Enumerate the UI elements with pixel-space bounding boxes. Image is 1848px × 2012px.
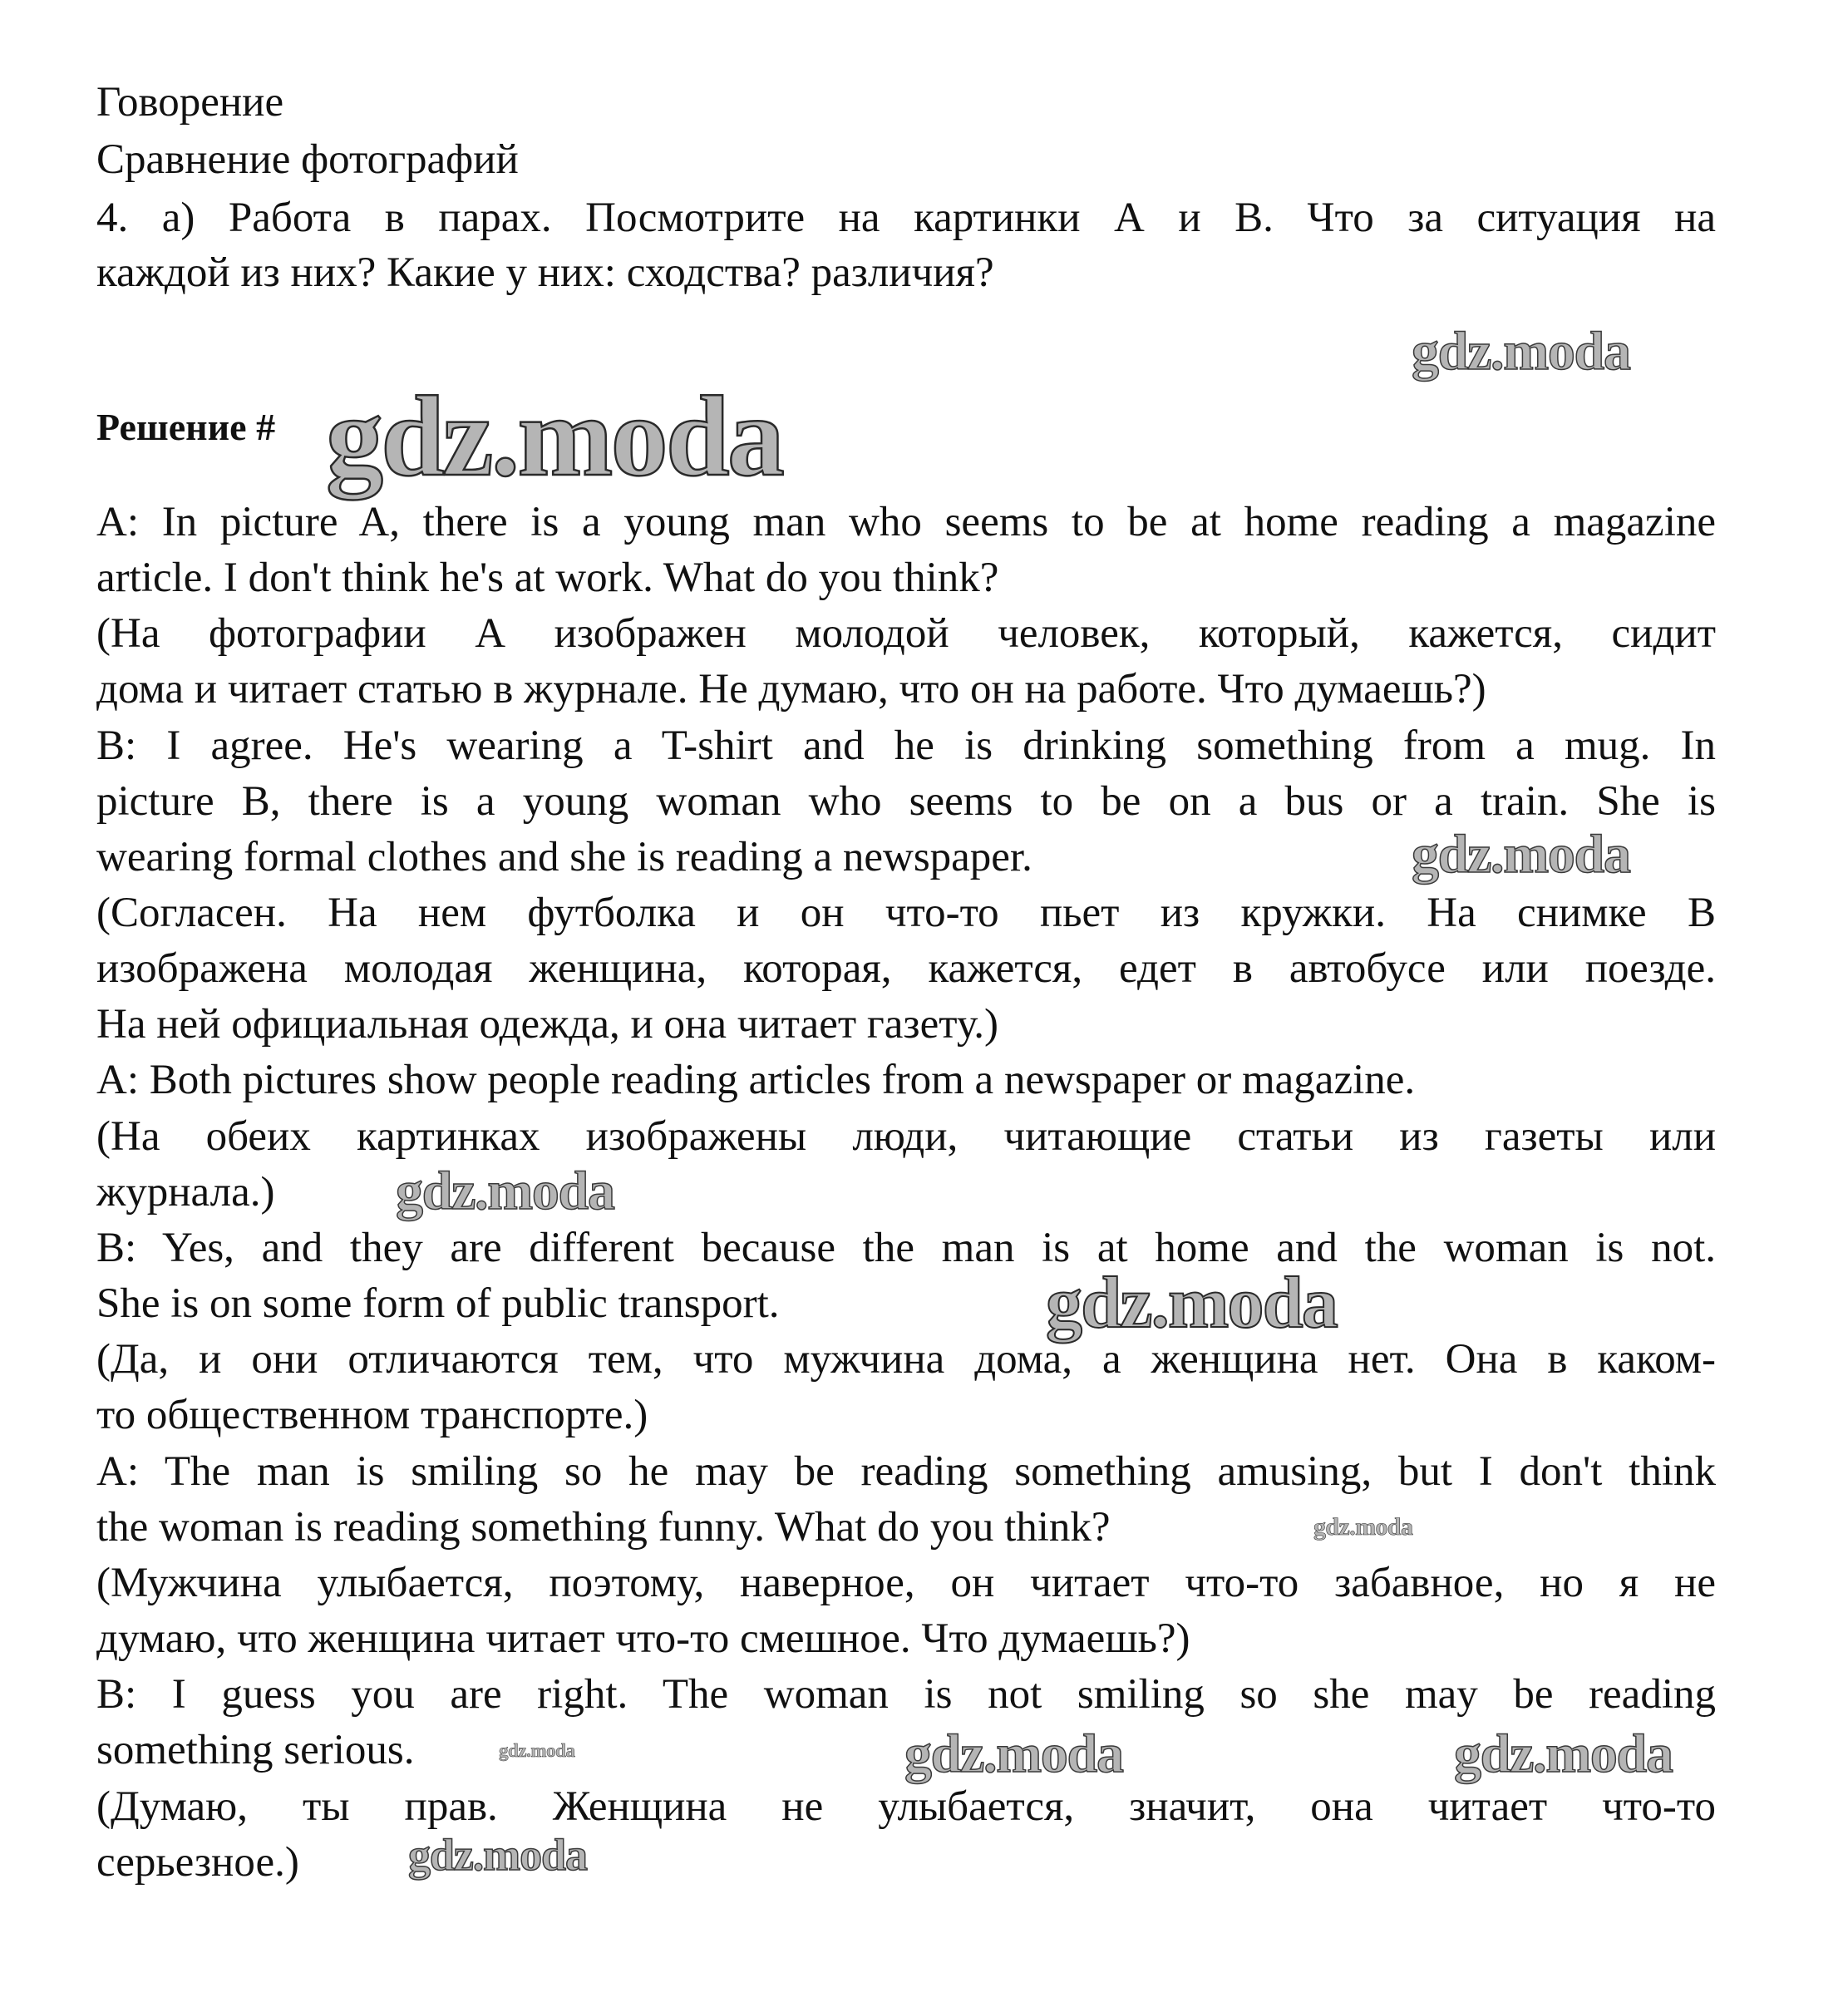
dialogue-line: B: I agree. He's wearing a T-shirt and he is drinking something from a mug. In bbox=[96, 722, 1716, 769]
dialogue-line: the woman is reading something funny. What do you think? bbox=[96, 1504, 1111, 1551]
watermark: gdz.moda bbox=[904, 1724, 1123, 1784]
dialogue-line: (Мужчина улыбается, поэтому, наверное, он читает что-то забавное, но я не bbox=[96, 1560, 1716, 1606]
subsection-heading: Сравнение фотографий bbox=[96, 136, 519, 183]
task-text: 4. а) Работа в парах. Посмотрите на картинки А и В. Что за ситуация на bbox=[96, 195, 1716, 241]
dialogue-line: изображена молодая женщина, которая, кажется, едет в автобусе или поезде. bbox=[96, 945, 1716, 992]
dialogue-line: то общественном транспорте.) bbox=[96, 1392, 648, 1438]
section-heading: Говорение bbox=[96, 79, 284, 126]
dialogue-line: (Да, и они отличаются тем, что мужчина дома, а женщина нет. Она в каком- bbox=[96, 1336, 1716, 1383]
dialogue-line: A: The man is smiling so he may be reading something amusing, but I don't think bbox=[96, 1448, 1716, 1495]
dialogue-line: A: Both pictures show people reading articles from a newspaper or magazine. bbox=[96, 1057, 1416, 1103]
watermark: gdz.moda bbox=[1454, 1724, 1673, 1784]
watermark: gdz.moda bbox=[1313, 1513, 1413, 1541]
watermark: gdz.moda bbox=[396, 1161, 614, 1221]
watermark: gdz.moda bbox=[1412, 824, 1630, 885]
task-text: каждой из них? Какие у них: сходства? различия? bbox=[96, 249, 994, 296]
dialogue-line: picture B, there is a young woman who seems to be on a bus or a train. She is bbox=[96, 778, 1716, 825]
dialogue-line: B: Yes, and they are different because the man is at home and the woman is not. bbox=[96, 1225, 1716, 1271]
dialogue-line: (На обеих картинках изображены люди, читающие статьи из газеты или bbox=[96, 1113, 1716, 1160]
dialogue-line: something serious. bbox=[96, 1727, 415, 1773]
dialogue-line: wearing formal clothes and she is reading a newspaper. bbox=[96, 834, 1032, 880]
dialogue-line: B: I guess you are right. The woman is not smiling so she may be reading bbox=[96, 1671, 1716, 1718]
watermark: gdz.moda bbox=[408, 1830, 587, 1880]
dialogue-line: На ней официальная одежда, и она читает газету.) bbox=[96, 1001, 998, 1048]
dialogue-line: (Согласен. На нем футболка и он что-то пьет из кружки. На снимке В bbox=[96, 890, 1716, 936]
dialogue-line: дома и читает статью в журнале. Не думаю, что он на работе. Что думаешь?) bbox=[96, 666, 1486, 713]
dialogue-line: журнала.) bbox=[96, 1169, 275, 1216]
dialogue-line: думаю, что женщина читает что-то смешное. Что думаешь?) bbox=[96, 1615, 1190, 1662]
dialogue-line: серьезное.) bbox=[96, 1839, 299, 1886]
dialogue-line: article. I don't think he's at work. What do you think? bbox=[96, 555, 999, 601]
watermark: gdz.moda bbox=[326, 372, 783, 500]
solution-label: Решение # bbox=[96, 406, 276, 448]
watermark: gdz.moda bbox=[1412, 321, 1630, 382]
dialogue-line: She is on some form of public transport. bbox=[96, 1280, 780, 1327]
watermark: gdz.moda bbox=[499, 1740, 575, 1761]
dialogue-line: (Думаю, ты прав. Женщина не улыбается, значит, она читает что-то bbox=[96, 1783, 1716, 1830]
watermark: gdz.moda bbox=[1046, 1263, 1338, 1344]
dialogue-line: (На фотографии А изображен молодой человек, который, кажется, сидит bbox=[96, 610, 1716, 657]
dialogue-line: A: In picture A, there is a young man who seems to be at home reading a magazine bbox=[96, 499, 1716, 545]
